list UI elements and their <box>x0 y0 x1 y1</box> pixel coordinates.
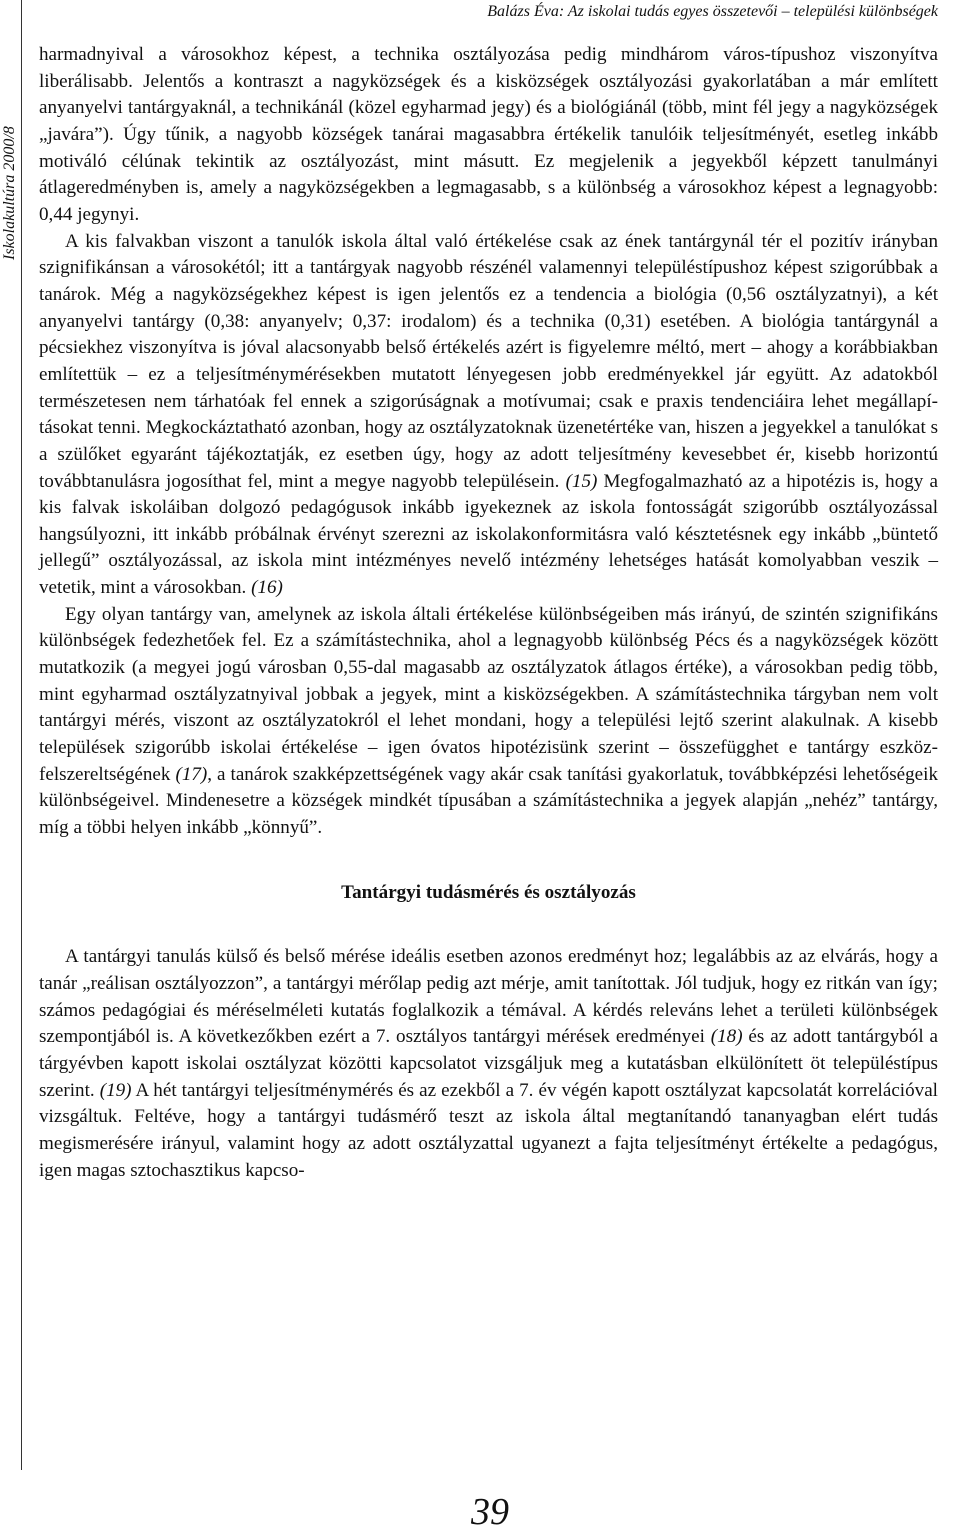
reference-marker: (17) <box>175 763 208 785</box>
paragraph-3 <box>39 602 938 842</box>
journal-side-label: Iskolakultúra 2000/8 <box>1 126 18 260</box>
text-segment: A hét tantárgyi teljesítménymérés és az ezekből a 7. év végén kapott osztályzat kapcsolatát korrelációval vizsgáltuk. Feltéve, hogy a tantárgyi tudásmérő teszt az iskola által megtanítandó tananyagban elért tudás megismerésére irányul, valamint hogy az adott osztályzattal ugyanezt a fajta teljesítményt értékelte a pedagógus, igen magas sztochasztikus kapcso- <box>39 1079 938 1181</box>
section-title: Tantárgyi tudásmérés és osztályozás <box>341 881 636 903</box>
reference-marker: (19) <box>99 1079 132 1101</box>
reference-marker: (15) <box>565 470 598 492</box>
text-segment: Egy olyan tantárgy van, amelynek az iskola általi értékelése különbségeiben más irányú, de szintén szignifikáns különbségek fedezhetőek fel. Ez a számítástechnika, ahol a legnagyobb különbség Pécs és a nagyközségek között mutatkozik (a megyei jogú városban 0,55-dal magasabb az osztályzatok átlagos értéke), a városokban pedig több, mint egyharmad osztályzatnyival jobbak a jegyek, mint a kisközségekben. A számítástechnika tárgyban nem volt tantárgyi mérés, viszont az osztályzatokról el lehet mondani, hogy a települési lejtő szerint alakulnak. A kisebb települések szigorúbb iskolai értékelése – igen óvatos hipotézisünk szerint – összefügghet e tantárgy eszköz-felszereltségének <box>39 603 938 785</box>
text-segment: harmadnyival a városokhoz képest, a technika osztályozása pedig mindhárom város-típushoz viszonyítva liberálisabb. Jelentős a kontraszt a nagyközségek és a kisközségek osztályozási gyakorlatában a már említett anyanyelvi tantárgyaknál, a technikánál (közel egyharmad jegy) és a biológiánál (több, mint fél jegy a nagyközségek „javára”). Úgy tűnik, a nagyobb községek tanárai magasabbra értékelik tanulóik teljesítményét, esetleg inkább motiváló célúnak tekintik az osztályozást, mint másutt. Ez megjelenik a jegyekből képzett tanulmányi átlageredményben is, amely a nagyközségekben a legmagasabb, s a különbség a városokhoz képest a legnagyobb: 0,44 jegynyi. <box>39 44 938 225</box>
text-segment: A tantárgyi tanulás külső és belső mérése ideális esetben azonos eredményt hoz; legalábbis az az elvárás, hogy a tanár „reálisan osztályozzon”, a tantárgyi mérőlap pedig azt mérje, amit tanítottak. Jól tudjuk, hogy ez ritkán van így; számos pedagógiai és méréselméleti kutatás foglalkozik a témával. A kérdés releváns lehet a területi különbségek szempontjából is. A következőkben ezért a 7. osztályos tantárgyi mérések eredményei <box>39 946 938 1048</box>
text-segment: A kis falvakban viszont a tanulók iskola által való értékelése csak az ének tantárgynál tér el pozitív irányban szignifikánsan a városokétól; itt a tantárgyak nagyobb részénél valamennyi településtípushoz képest szigorúbbak a tanárok. Még a nagyközségekhez képest is igen jelentős ez a tendencia a biológia (0,56 osztályzatnyi), a két anyanyelvi tantárgy (0,38: anyanyelv; 0,37: irodalom) és a technika (0,31) esetében. A biológia tantárgynál a pécsiekhez viszonyítva is jóval alacsonyabb belső értékelés azért is figyelemre méltó, mert – ahogy a korábbiakban említettük – ez a teljesítménymérésekben mutatott lényegesen jobb eredményekkel jár együtt. Az adatokból természetesen nem tárhatóak fel ennek a szigorúságnak a motívumai; csak e praxis tendenciáira lehet megállapításokat tenni. Megkockáztatható azonban, hogy az osztályzatoknak üzenetértéke van, hiszen a jegyekkel a tanulókat s a szülőket egyaránt tájékoztatják, ez esetben úgy, hogy az adott teljesítmény kevesebbet ér, kisebb horizontú továbbtanulásra jogosíthat fel, mint a megye nagyobb településein. <box>39 230 938 492</box>
section-paragraph-1 <box>39 944 938 1184</box>
text-segment: Megfogalmazható az a hipotézis is, hogy a kis falvak iskoláiban dolgozó pedagógusok inkább igyekeznek az iskola fontosságát szigorúbb osztályozással hangsúlyozni, itt inkább próbálnak érvényt szerezni az iskolakonformitásra való késztetésnek egy inkább „büntető jellegű” osztályozással, az iskola mint intézményes nevelő intézmény lehetséges hatását komolyabban veszik – vetetik, mint a városokban. <box>39 470 938 599</box>
reference-marker: (18) <box>710 1026 743 1048</box>
paragraph-2 <box>39 229 938 602</box>
side-rule-divider <box>21 0 22 1470</box>
text-segment: és az adott tantárgyból a tárgyévben kapott iskolai osztályzat közötti kapcsolatot vizsgáljuk meg a kutatásban elkülönített öt településtípus szerint. <box>39 1026 938 1101</box>
paragraph-1 <box>39 42 938 229</box>
article-body <box>39 42 938 1184</box>
text-segment: , a tanárok szakképzettségének vagy akár csak tanítási gyakorlatuk, továbbképzési lehetőségeik különbségeivel. Mindenesetre a községek mindkét típusában a számítástechnika a jegyek alapján „nehéz” tantárgy, míg a többi helyen inkább „könnyű”. <box>39 763 939 839</box>
running-head: Balázs Éva: Az iskolai tudás egyes összetevői – települési különbségek <box>487 3 938 20</box>
page-number: 39 <box>471 1491 509 1533</box>
reference-marker: (16) <box>251 577 283 599</box>
